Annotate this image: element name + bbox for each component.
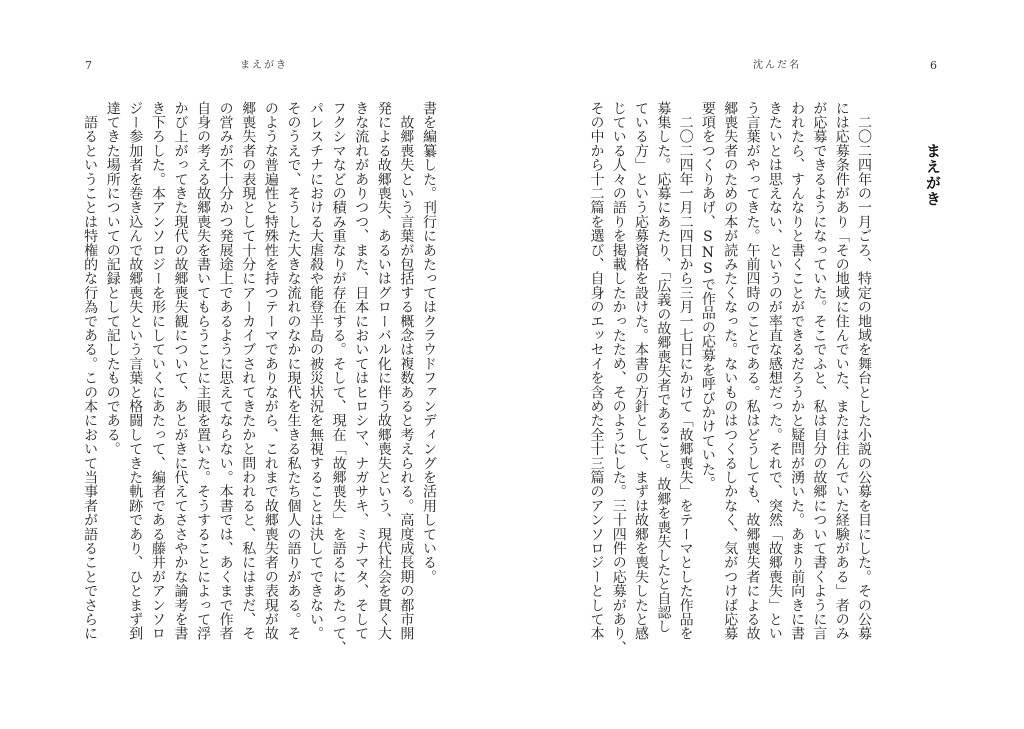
right-page-body	[585, 101, 875, 655]
text-column: 自身の考える故郷喪失を書いてもらうことに主眼を置いた。そうすることによって浮	[195, 101, 212, 641]
text-column: じている人々の語りを掲載したかったため、そのようにした。三十四件の応募があり、	[610, 101, 627, 655]
text-column: パレスチナにおける大虐殺や能登半島の被災状況を無視することは決してできない。	[308, 101, 325, 641]
text-column: の営みが不十分かつ発展途上であるように思えてならない。本書では、あくまで作者	[217, 101, 234, 641]
text-column: そのうえで、そうした大きな流れのなかに現代を生きる私たち個人の語りがある。そ	[285, 101, 302, 641]
text-column: のような普遍性と特殊性を持つテーマでありながら、これまで故郷喪失者の表現が故	[262, 101, 279, 641]
right-running-title: 沈んだ名	[753, 60, 801, 71]
text-column: その中から十二篇を選び、自身のエッセイを含めた全十三篇のアンソロジーとして本	[588, 101, 605, 641]
text-column: が応募できるようになっていた。そこでふと、私は自分の故郷について書くように言	[811, 101, 828, 641]
text-column: 二〇二四年一月二四日から三月一七日にかけて「故郷喪失」をテーマとした作品を	[677, 101, 694, 641]
right-page	[512, 0, 1024, 729]
text-column: かび上がってきた現代の故郷喪失観について、あとがきに代えてささやかな論考を書	[172, 101, 189, 641]
text-column: 郷喪失者の表現として十分にアーカイブされてきたかと問われると、私にはまだ、そ	[240, 101, 257, 641]
text-column: う言葉がやってきた。午前四時のことである。私はどうしても、故郷喪失者による故	[744, 101, 761, 641]
text-column: 発による故郷喪失、あるいはグローバル化に伴う故郷喪失という、現代社会を貫く大	[375, 101, 392, 641]
text-column: きな流れがありつつ、また、日本においてはヒロシマ、ナガサキ、ミナマタ、そして	[353, 101, 370, 641]
text-column: 書を編纂した。刊行にあたってはクラウドファンディングを活用している。	[421, 101, 437, 584]
text-column: フクシマなどの積み重なりが存在する。そして、現在「故郷喪失」を語るにあたって、	[330, 101, 347, 655]
text-column: には応募条件があり「その地域に住んでいた、または住んでいた経験がある」者のみ	[833, 101, 850, 641]
text-column: 募集した。応募にあたり、「広義の故郷喪失者であること。故郷を喪失したと自認し	[655, 101, 672, 634]
right-page-number: 6	[930, 59, 937, 72]
left-page-number: 7	[85, 59, 92, 72]
text-column: ジー参加者を巻き込んで故郷喪失という言葉と格闘してきた軌跡であり、ひとまず到	[127, 101, 144, 641]
chapter-title: まえがき	[924, 143, 942, 207]
text-column: 故郷喪失という言葉が包括する概念は複数あると考えられる。高度成長期の都市開	[398, 101, 415, 641]
text-column: 語るということは特権的な行為である。この本において当事者が語ることでさらに	[82, 101, 99, 641]
text-column: きたいとは思えない、というのが率直な感想だった。それで、突然「故郷喪失」とい	[766, 101, 783, 641]
text-column: 郷喪失者のための本が読みたくなった。ないものはつくるしかなく、気がつけば応募	[722, 101, 739, 641]
text-column: 要項をつくりあげ、SNSで作品の応募を呼びかけていた。	[699, 101, 716, 491]
text-column: 二〇二四年の一月ごろ、特定の地域を舞台とした小説の公募を目にした。その公募	[856, 101, 872, 641]
left-page-body	[78, 101, 440, 655]
text-column: 達てきた場所についての記録として記したものである。	[104, 101, 121, 456]
text-column: われたら、すんなりと書くことができるだろうかと疑問が湧いた。あまり前向きに書	[789, 101, 806, 641]
left-running-title: まえがき	[240, 60, 288, 71]
text-column: き下ろした。本アンソロジーを形にしていくにあたって、編者である藤井がアンソロ	[149, 101, 166, 641]
text-column: ている方」という応募資格を設けた。本書の方針として、まずは故郷を喪失したと感	[633, 101, 650, 641]
